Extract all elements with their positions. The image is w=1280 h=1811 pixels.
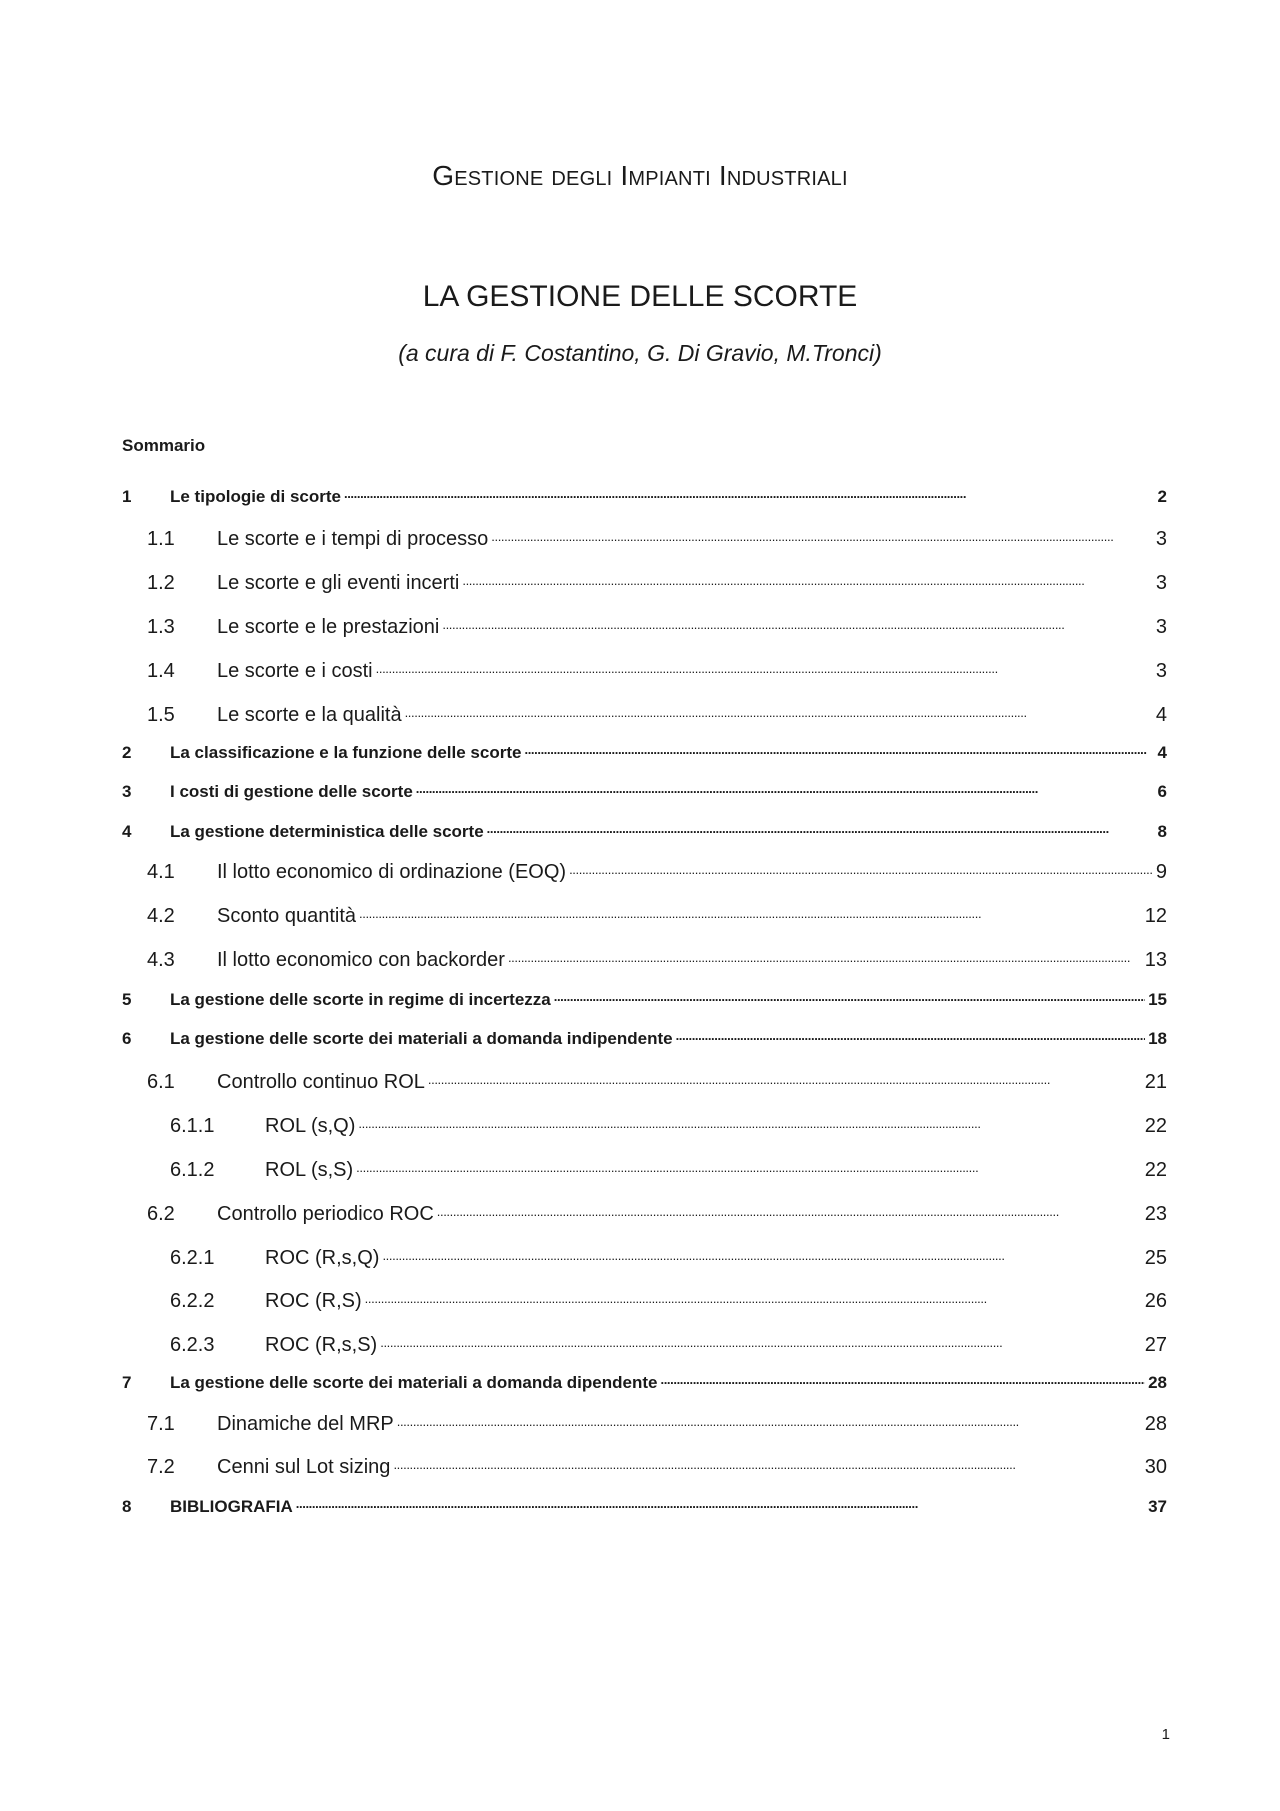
toc-entry-title: Controllo continuo ROL: [217, 1071, 425, 1093]
toc-entry-title: Le tipologie di scorte: [170, 487, 341, 506]
toc-dot-leader: [508, 950, 1142, 970]
toc-entry-title: La gestione deterministica delle scorte: [170, 822, 484, 841]
toc-dot-leader: [442, 617, 1153, 637]
toc-entry[interactable]: [122, 572, 1167, 597]
toc-dot-leader: [382, 1248, 1141, 1268]
toc-entry-number: 1: [122, 487, 132, 506]
toc-dot-leader: [554, 989, 1145, 1006]
toc-entry-title: Il lotto economico di ordinazione (EOQ): [217, 861, 567, 883]
toc-entry[interactable]: [122, 1071, 1167, 1096]
toc-entry-page: 27: [1144, 1334, 1167, 1356]
toc-entry[interactable]: [122, 528, 1167, 553]
toc-entry-page: 2: [1157, 487, 1167, 506]
toc-entry-title: ROL (s,S): [265, 1159, 354, 1181]
toc-entry-number: 4.2: [147, 905, 175, 927]
toc-entry-title: Il lotto economico con backorder: [217, 949, 505, 971]
toc-entry[interactable]: [122, 782, 1167, 802]
toc-entry-number: 7: [122, 1373, 132, 1392]
toc-entry[interactable]: [122, 616, 1167, 641]
toc-entry-page: 3: [1155, 572, 1167, 594]
toc-entry-number: 4: [122, 822, 132, 841]
toc-entry[interactable]: [122, 1373, 1167, 1393]
toc-heading: Sommario: [122, 436, 206, 455]
toc-entry[interactable]: [122, 1497, 1167, 1517]
toc-dot-leader: [524, 742, 1154, 759]
authors-line: (a cura di F. Costantino, G. Di Gravio, M.Tronci): [398, 340, 882, 366]
toc-dot-leader: [462, 573, 1153, 593]
toc-dot-leader: [491, 529, 1153, 549]
toc-entry-page: 15: [1148, 990, 1167, 1009]
toc-entry-title: Cenni sul Lot sizing: [217, 1456, 391, 1478]
toc-entry-number: 6.1: [147, 1071, 175, 1093]
toc-dot-leader: [416, 781, 1155, 798]
toc-entry-title: Le scorte e i tempi di processo: [217, 528, 489, 550]
toc-entry-page: 28: [1148, 1373, 1167, 1392]
toc-dot-leader: [359, 906, 1142, 926]
toc-entry-number: 6.2.1: [170, 1247, 215, 1269]
toc-entry-page: 21: [1144, 1071, 1167, 1093]
toc-entry-page: 26: [1144, 1290, 1167, 1312]
toc-entry-title: La classificazione e la funzione delle scorte: [170, 743, 522, 762]
toc-entry-title: Sconto quantità: [217, 905, 356, 927]
toc-entry[interactable]: [122, 905, 1167, 930]
toc-dot-leader: [660, 1372, 1145, 1389]
toc-entry-page: 30: [1144, 1456, 1167, 1478]
toc-entry[interactable]: [122, 861, 1167, 886]
toc-entry-title: Le scorte e le prestazioni: [217, 616, 440, 638]
toc-entry[interactable]: [122, 743, 1167, 763]
toc-entry-page: 28: [1144, 1413, 1167, 1435]
toc-entry-number: 6: [122, 1029, 132, 1048]
toc-entry[interactable]: [122, 1115, 1167, 1140]
toc-entry[interactable]: [122, 660, 1167, 685]
toc-entry-title: Le scorte e gli eventi incerti: [217, 572, 460, 594]
toc-entry-title: La gestione delle scorte in regime di incertezza: [170, 990, 551, 1009]
toc-entry-page: 18: [1148, 1029, 1167, 1048]
toc-entry-title: La gestione delle scorte dei materiali a domanda indipendente: [170, 1029, 673, 1048]
toc-entry-page: 23: [1144, 1203, 1167, 1225]
toc-entry-title: ROC (R,s,Q): [265, 1247, 380, 1269]
toc-entry[interactable]: [122, 704, 1167, 729]
toc-entry-page: 3: [1155, 616, 1167, 638]
toc-entry[interactable]: [122, 1413, 1167, 1438]
toc-entry-number: 7.2: [147, 1456, 175, 1478]
toc-entry-number: 4.1: [147, 861, 175, 883]
toc-entry-number: 1.3: [147, 616, 175, 638]
toc-entry-number: 1.5: [147, 704, 175, 726]
toc-entry-page: 4: [1157, 743, 1167, 762]
toc-entry[interactable]: [122, 990, 1167, 1010]
toc-entry-title: ROC (R,S): [265, 1290, 362, 1312]
toc-dot-leader: [380, 1335, 1142, 1355]
toc-entry-title: BIBLIOGRAFIA: [170, 1497, 293, 1516]
toc-entry-title: I costi di gestione delle scorte: [170, 782, 413, 801]
page-number: 1: [1161, 1726, 1170, 1743]
toc-entry-page: 22: [1144, 1159, 1167, 1181]
toc-entry-title: ROC (R,s,S): [265, 1334, 378, 1356]
toc-dot-leader: [393, 1457, 1141, 1477]
toc-entry-page: 3: [1155, 660, 1167, 682]
toc-dot-leader: [437, 1204, 1142, 1224]
toc-entry-number: 5: [122, 990, 132, 1009]
toc-dot-leader: [356, 1160, 1142, 1180]
toc-entry[interactable]: [122, 1290, 1167, 1315]
toc-entry-title: La gestione delle scorte dei materiali a domanda dipendente: [170, 1373, 658, 1392]
toc-entry-page: 6: [1157, 782, 1167, 801]
toc-entry-page: 4: [1155, 704, 1167, 726]
toc-entry-number: 6.2: [147, 1203, 175, 1225]
toc-entry-page: 25: [1144, 1247, 1167, 1269]
toc-entry-page: 9: [1155, 861, 1167, 883]
toc-entry[interactable]: [122, 822, 1167, 842]
toc-dot-leader: [487, 821, 1155, 838]
toc-entry-title: Le scorte e i costi: [217, 660, 373, 682]
document-title: LA GESTIONE DELLE SCORTE: [422, 280, 858, 313]
toc-entry-title: Dinamiche del MRP: [217, 1413, 394, 1435]
toc-entry[interactable]: [122, 1247, 1167, 1272]
toc-entry-number: 1.2: [147, 572, 175, 594]
toc-entry-title: Le scorte e la qualità: [217, 704, 402, 726]
toc-dot-leader: [365, 1291, 1142, 1311]
toc-entry-page: 22: [1144, 1115, 1167, 1137]
toc-dot-leader: [405, 705, 1153, 725]
course-title: Gestione degli Impianti Industriali: [432, 160, 848, 191]
toc-entry[interactable]: [122, 487, 1167, 507]
toc-entry-number: 4.3: [147, 949, 175, 971]
toc-entry-number: 3: [122, 782, 132, 801]
toc-entry[interactable]: [122, 1456, 1167, 1481]
toc-entry-page: 3: [1155, 528, 1167, 550]
toc-entry[interactable]: [122, 1334, 1167, 1359]
toc-dot-leader: [376, 661, 1153, 681]
toc-entry-number: 6.2.2: [170, 1290, 215, 1312]
toc-entry-number: 6.1.1: [170, 1115, 215, 1137]
toc-entry[interactable]: [122, 1159, 1167, 1184]
toc-entry[interactable]: [122, 949, 1167, 974]
toc-entry-number: 1.4: [147, 660, 175, 682]
toc-entry-title: Controllo periodico ROC: [217, 1203, 434, 1225]
toc-dot-leader: [358, 1116, 1141, 1136]
toc-entry[interactable]: [122, 1203, 1167, 1228]
toc-entry-number: 6.1.2: [170, 1159, 215, 1181]
toc-dot-leader: [569, 862, 1153, 882]
toc-dot-leader: [428, 1072, 1142, 1092]
toc-entry-title: ROL (s,Q): [265, 1115, 356, 1137]
toc-dot-leader: [296, 1496, 1145, 1513]
toc-entry-page: 8: [1157, 822, 1167, 841]
toc-entry-number: 6.2.3: [170, 1334, 215, 1356]
toc-dot-leader: [397, 1414, 1142, 1434]
toc-dot-leader: [676, 1028, 1146, 1045]
toc-entry-number: 7.1: [147, 1413, 175, 1435]
toc-entry-page: 12: [1144, 905, 1167, 927]
toc-entry-page: 37: [1148, 1497, 1167, 1516]
toc-entry-number: 1.1: [147, 528, 175, 550]
toc-entry-number: 2: [122, 743, 132, 762]
toc-entry-number: 8: [122, 1497, 132, 1516]
toc-entry[interactable]: [122, 1029, 1167, 1049]
toc-dot-leader: [344, 486, 1155, 503]
toc-entry-page: 13: [1144, 949, 1167, 971]
